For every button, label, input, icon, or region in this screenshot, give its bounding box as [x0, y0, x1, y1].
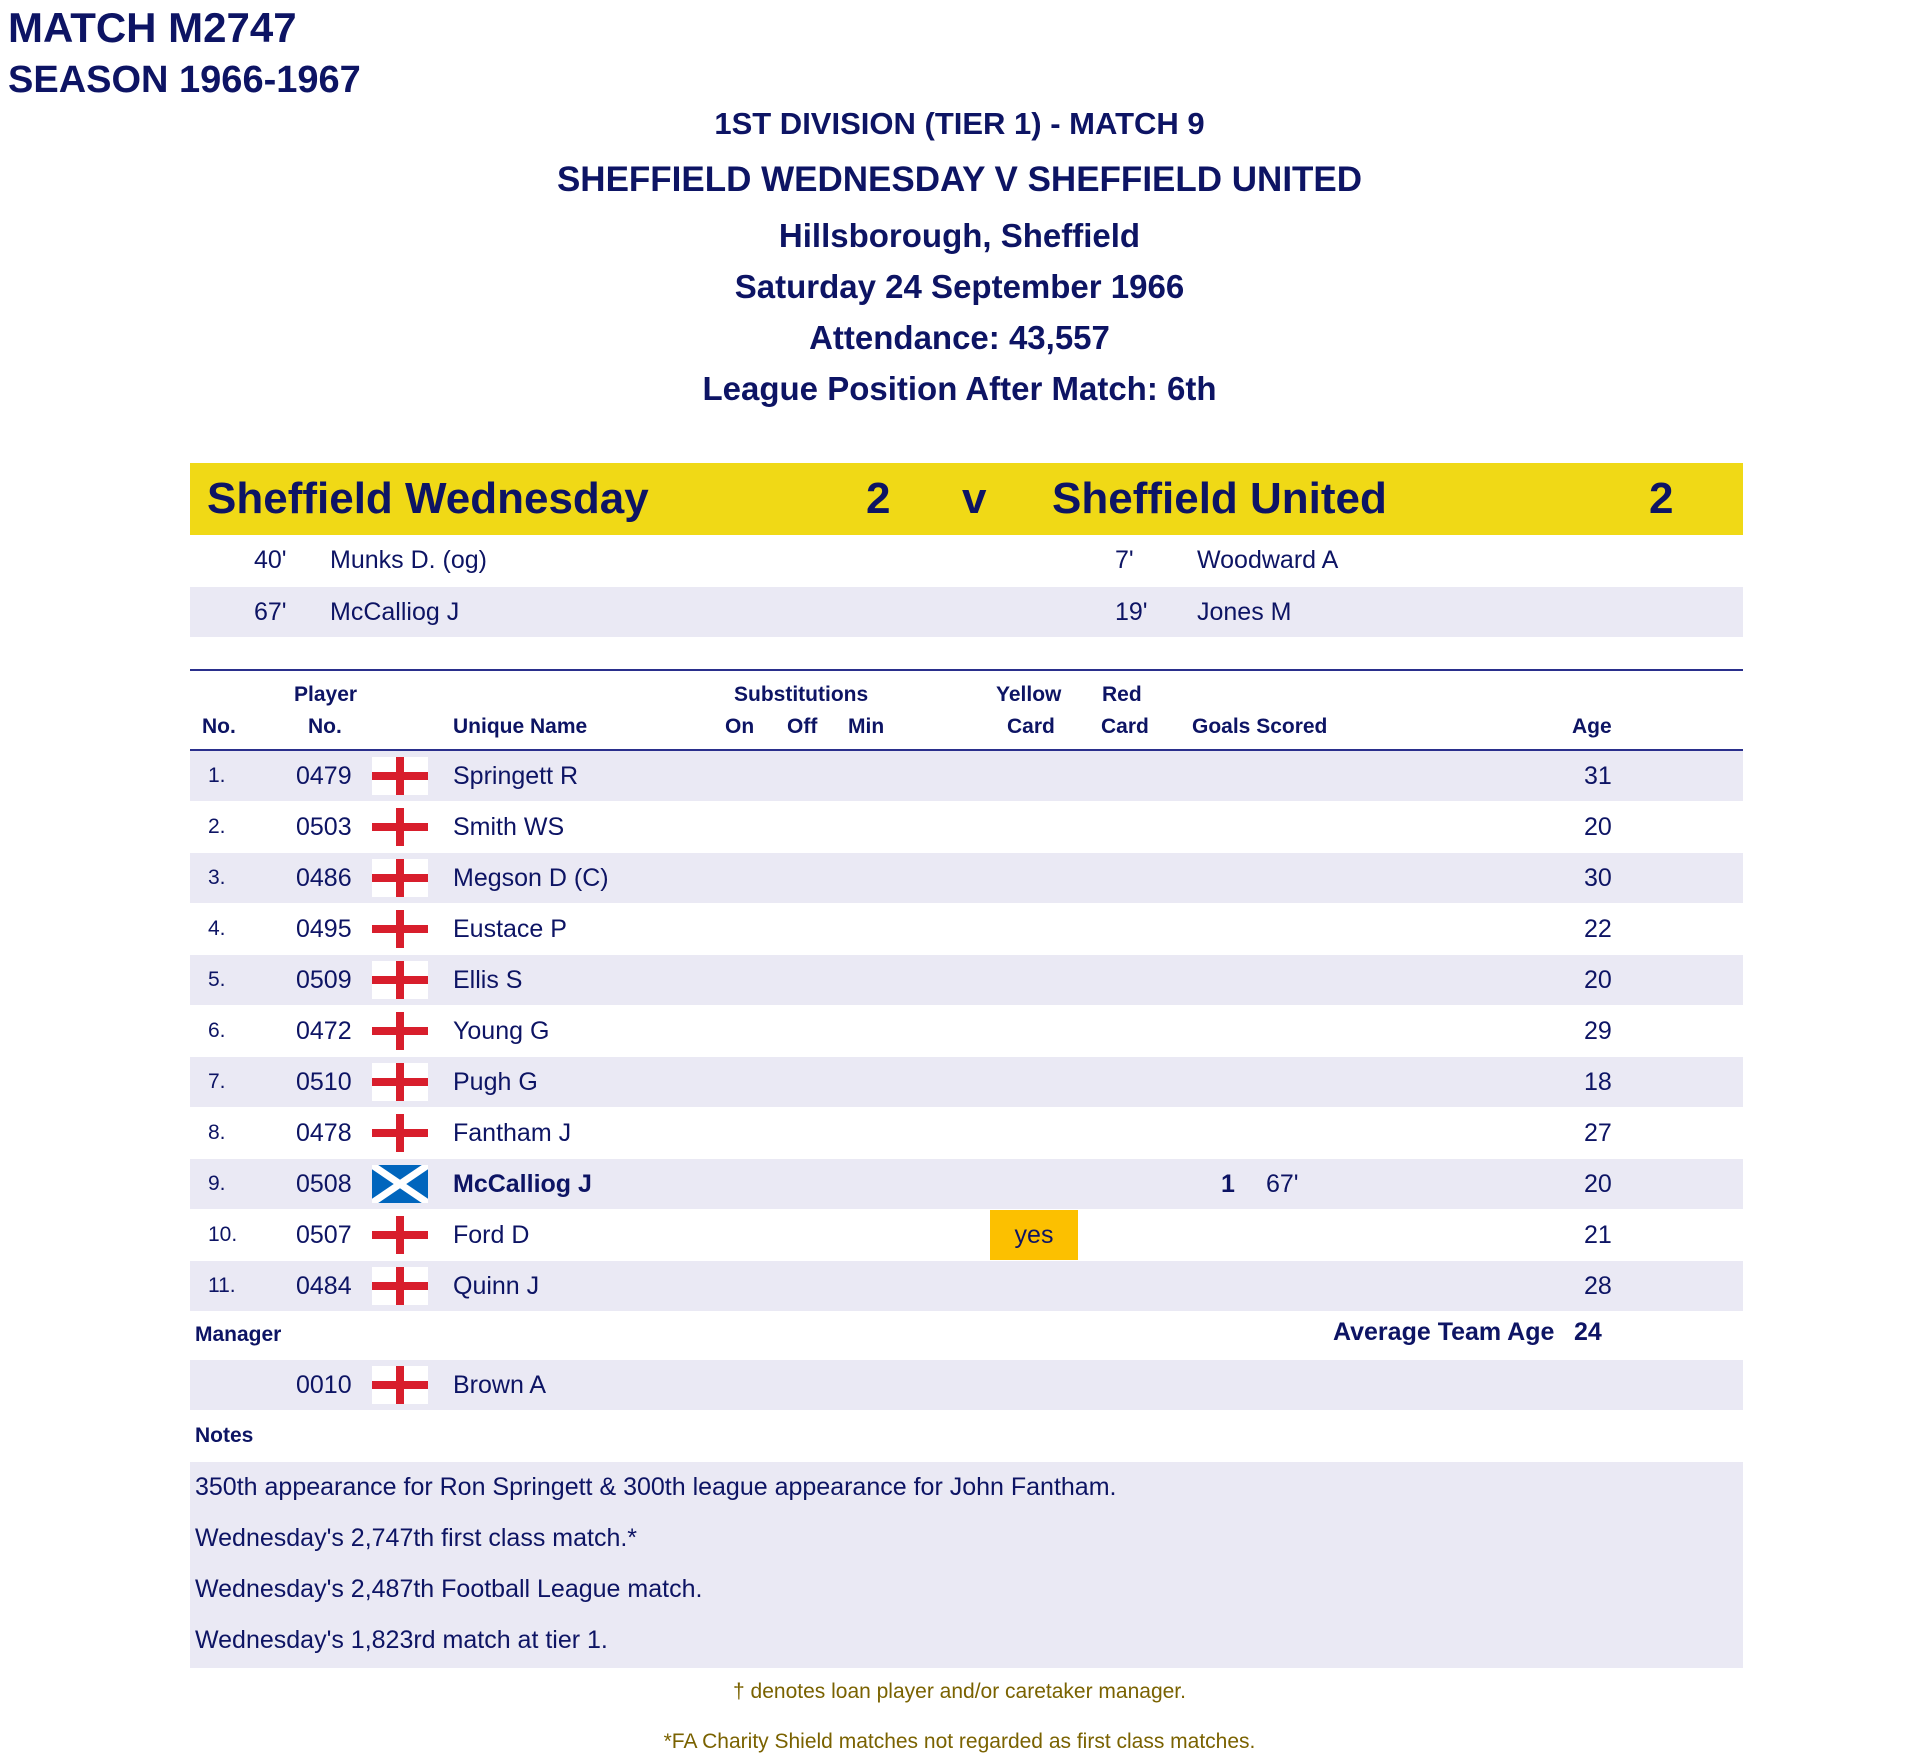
- player-name: Fantham J: [453, 1119, 572, 1147]
- player-name: Megson D (C): [453, 864, 609, 892]
- player-name: Young G: [453, 1017, 550, 1045]
- fixture: SHEFFIELD WEDNESDAY V SHEFFIELD UNITED: [556, 160, 1363, 199]
- average-team-age-label: Average Team Age: [1333, 1318, 1555, 1346]
- match-date: Saturday 24 September 1966: [734, 268, 1185, 305]
- scorer-row: [190, 535, 1743, 585]
- table-row: [190, 1108, 1743, 1158]
- goals-count: 1: [1221, 1170, 1235, 1198]
- england-flag-icon: [372, 1063, 428, 1101]
- table-row: [190, 802, 1743, 852]
- table-row: [190, 904, 1743, 954]
- player-name: Ellis S: [453, 966, 523, 994]
- player-age: 22: [1584, 915, 1612, 943]
- player-age: 31: [1584, 762, 1612, 790]
- col-sub-on: On: [725, 715, 755, 738]
- player-number: 0479: [296, 762, 352, 790]
- row-number: 7.: [208, 1070, 226, 1093]
- table-row: [190, 1261, 1743, 1311]
- row-number: 3.: [208, 866, 226, 889]
- row-number: 1.: [208, 764, 226, 787]
- player-number: 0507: [296, 1221, 352, 1249]
- england-flag-icon: [372, 859, 428, 897]
- player-name: Smith WS: [453, 813, 565, 841]
- match-id: MATCH M2747: [8, 4, 297, 51]
- competition: 1ST DIVISION (TIER 1) - MATCH 9: [714, 106, 1205, 141]
- player-name: Eustace P: [453, 915, 567, 943]
- row-number: 9.: [208, 1172, 226, 1195]
- note-line: Wednesday's 1,823rd match at tier 1.: [195, 1626, 608, 1654]
- loan-footnote: † denotes loan player and/or caretaker manager.: [733, 1680, 1186, 1703]
- england-flag-icon: [372, 1012, 428, 1050]
- player-number: 0486: [296, 864, 352, 892]
- col-goals-scored: Goals Scored: [1192, 715, 1328, 738]
- average-team-age: 24: [1574, 1318, 1602, 1346]
- table-row: [190, 1159, 1743, 1209]
- venue: Hillsborough, Sheffield: [778, 217, 1141, 254]
- row-number: 5.: [208, 968, 226, 991]
- manager-name: Brown A: [453, 1371, 547, 1399]
- table-row: [190, 1057, 1743, 1107]
- player-number: 0503: [296, 813, 352, 841]
- col-player-no: No.: [308, 715, 342, 738]
- away-goal-minute: 7': [1115, 546, 1134, 574]
- col-sub-min: Min: [848, 715, 885, 738]
- col-sub-off: Off: [787, 715, 818, 738]
- england-flag-icon: [372, 1366, 428, 1404]
- home-goal-minute: 40': [254, 546, 287, 574]
- table-row: [190, 853, 1743, 903]
- col-red-top: Red: [1102, 683, 1142, 706]
- player-name: Pugh G: [453, 1068, 538, 1096]
- player-number: 0472: [296, 1017, 352, 1045]
- away-scorer: Woodward A: [1197, 546, 1339, 574]
- england-flag-icon: [372, 1216, 428, 1254]
- season: SEASON 1966-1967: [8, 59, 361, 101]
- notes-box: [190, 1462, 1743, 1668]
- away-team: Sheffield United: [1052, 474, 1387, 523]
- player-age: 29: [1584, 1017, 1612, 1045]
- player-age: 20: [1584, 1170, 1612, 1198]
- row-number: 2.: [208, 815, 226, 838]
- home-scorer: Munks D. (og): [330, 546, 487, 574]
- col-no: No.: [202, 715, 236, 738]
- col-yellow-top: Yellow: [996, 683, 1062, 706]
- player-number: 0495: [296, 915, 352, 943]
- player-age: 27: [1584, 1119, 1612, 1147]
- goal-minute: 67': [1266, 1170, 1299, 1198]
- player-number: 0510: [296, 1068, 352, 1096]
- charity-footnote: *FA Charity Shield matches not regarded as first class matches.: [663, 1730, 1256, 1753]
- away-scorer: Jones M: [1197, 598, 1292, 626]
- table-row: [190, 955, 1743, 1005]
- player-age: 30: [1584, 864, 1612, 892]
- yellow-card: yes: [990, 1210, 1078, 1260]
- score-bar: [190, 463, 1743, 535]
- home-score: 2: [866, 474, 891, 523]
- england-flag-icon: [372, 910, 428, 948]
- player-number: 0508: [296, 1170, 352, 1198]
- attendance: Attendance: 43,557: [809, 319, 1110, 356]
- col-unique-name: Unique Name: [453, 715, 588, 738]
- player-age: 20: [1584, 813, 1612, 841]
- col-red-card: Card: [1101, 715, 1149, 738]
- table-row: [190, 1210, 1743, 1260]
- row-number: 4.: [208, 917, 226, 940]
- england-flag-icon: [372, 1267, 428, 1305]
- away-score: 2: [1649, 474, 1674, 523]
- table-row: [190, 751, 1743, 801]
- player-number: 0484: [296, 1272, 352, 1300]
- notes-label: Notes: [195, 1424, 254, 1447]
- player-name: Springett R: [453, 762, 579, 790]
- row-number: 6.: [208, 1019, 226, 1042]
- home-scorer: McCalliog J: [330, 598, 460, 626]
- manager-label: Manager: [195, 1323, 282, 1346]
- player-name: Ford D: [453, 1221, 530, 1249]
- player-number: 0509: [296, 966, 352, 994]
- manager-row: [190, 1360, 1743, 1410]
- col-substitutions: Substitutions: [734, 683, 869, 706]
- versus-label: v: [962, 474, 987, 523]
- home-team: Sheffield Wednesday: [207, 474, 649, 523]
- row-number: 11.: [208, 1274, 236, 1297]
- col-yellow-card: Card: [1007, 715, 1055, 738]
- player-name: McCalliog J: [453, 1170, 592, 1198]
- row-number: 8.: [208, 1121, 226, 1144]
- player-number: 0478: [296, 1119, 352, 1147]
- table-row: [190, 1006, 1743, 1056]
- player-name: Quinn J: [453, 1272, 540, 1300]
- player-age: 21: [1584, 1221, 1612, 1249]
- england-flag-icon: [372, 961, 428, 999]
- away-goal-minute: 19': [1115, 598, 1148, 626]
- col-player-no-top: Player: [294, 683, 358, 706]
- home-goal-minute: 67': [254, 598, 287, 626]
- note-line: Wednesday's 2,747th first class match.*: [195, 1524, 638, 1552]
- england-flag-icon: [372, 757, 428, 795]
- player-age: 28: [1584, 1272, 1612, 1300]
- scorer-row: [190, 587, 1743, 637]
- player-age: 18: [1584, 1068, 1612, 1096]
- scotland-flag-icon: [372, 1165, 428, 1203]
- note-line: 350th appearance for Ron Springett & 300th league appearance for John Fantham.: [195, 1473, 1117, 1501]
- col-age: Age: [1572, 715, 1612, 738]
- england-flag-icon: [372, 1114, 428, 1152]
- player-age: 20: [1584, 966, 1612, 994]
- manager-number: 0010: [296, 1371, 352, 1399]
- note-line: Wednesday's 2,487th Football League match.: [195, 1575, 703, 1603]
- table-top-rule: [190, 669, 1743, 671]
- league-position: League Position After Match: 6th: [702, 370, 1217, 407]
- row-number: 10.: [208, 1223, 238, 1246]
- england-flag-icon: [372, 808, 428, 846]
